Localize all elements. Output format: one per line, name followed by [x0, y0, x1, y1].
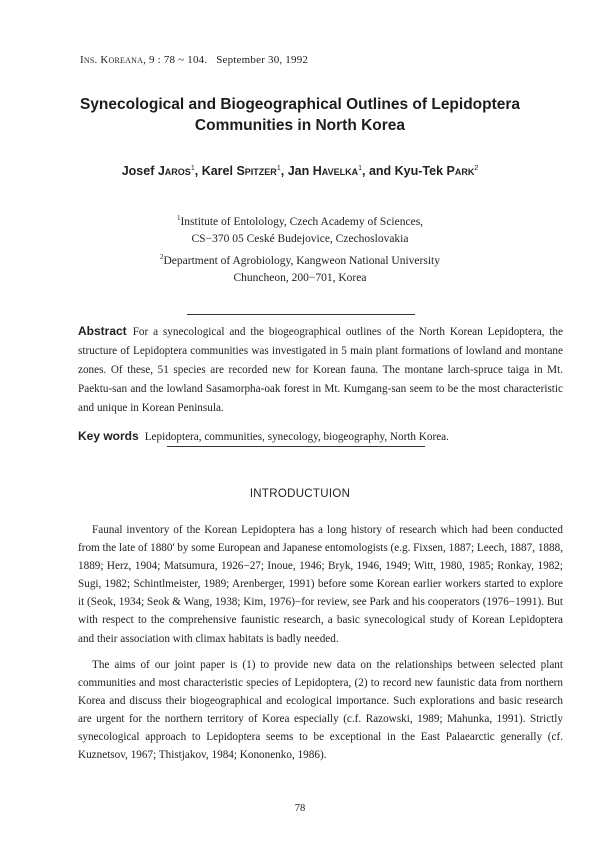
affiliations: [0, 210, 600, 288]
publication-date: September 30, 1992: [216, 54, 309, 66]
author-separator: ,: [280, 164, 285, 178]
author-given-name: Kyu-Tek: [394, 164, 444, 178]
keywords-text: Lepidoptera, communities, synecology, biogeography, North Korea.: [144, 431, 449, 443]
running-header: [80, 54, 308, 66]
divider-top: [187, 314, 415, 315]
affiliation-text: Institute of Entolology, Czech Academy of Sciences,: [180, 215, 424, 228]
journal-abbrev: Ins. Koreana: [80, 54, 144, 66]
section-heading: INTRODUCTUION: [249, 488, 351, 500]
paper-title: [0, 94, 600, 136]
affiliation-2-line-2: Chuncheon, 200−701, Korea: [233, 272, 367, 285]
affiliation-mark: 2: [474, 164, 479, 172]
affiliation-2-line-1: [0, 249, 600, 270]
author-family-name: Park: [446, 164, 475, 178]
affiliation-mark: 1: [276, 164, 281, 172]
paragraph: The aims of our joint paper is (1) to provide new data on the relationships between selected plant communities and most characteristic species of Lepidoptera, (2) to record new faunistic data from northern Korea and discuss their biogeographical and ecological importance. Such explorations and basic research are urgent for the northern territory of Korea especially (c.f. Razowski, 1989; Mahunka, 1991). Strictly synecological approach to Lepidoptera seems to be exceptional in the East Palaearctic generally (cf. Kuznetsov, 1967; Thistjakov, 1984; Kononenko, 1986).: [78, 658, 563, 762]
author-given-name: Karel: [201, 164, 233, 178]
introduction-body: [78, 521, 563, 764]
author-family-name: Havelka: [312, 164, 359, 178]
author-separator: ,: [194, 164, 199, 178]
paragraph: Faunal inventory of the Korean Lepidoptera has a long history of research which had been conducted from the late of 1880' by some European and Japanese entomologists (e.g. Fixsen, 1887; Leech, 1887, 1888, 1889; Herz, 1904; Matsumura, 1926−27; Inoue, 1946; Bryk, 1946, 1949; Witt, 1980, 1985; Ronkay, 1982; Sugi, 1982; Schintlmeister, 1989; Arenberger, 1991) before some Korean earlier workers started to explore it (Seok, 1934; Seok & Wang, 1938; Kim, 1976)−for review, see Park and his cooperators (1976−1991). But with respect to the comprehensive faunistic research, a basic synecological study of Korean Lepidoptera and their association with climax habitats is badly needed.: [78, 524, 563, 645]
abstract-text: For a synecological and the biogeographical outlines of the North Korean Lepidoptera, the structure of Lepidoptera communities was investigated in 5 main plant formations of lowland and montane zones. Of these, 51 species are recorded new for Korean fauna. The montane larch-spruce taiga in Mt. Paektu-san and the lowland Sasamorpha-oak forest in Mt. Kumgang-san seem to be the most characteristic and unique in Korean Peninsula.: [78, 326, 563, 414]
affiliation-text: Department of Agrobiology, Kangweon National University: [163, 254, 440, 267]
keywords-label: Key words: [78, 429, 139, 443]
affiliation-mark: 1: [190, 164, 195, 172]
page-number: 78: [294, 803, 306, 814]
title-line-2: Communities in North Korea: [194, 117, 406, 134]
author-given-name: Jan: [287, 164, 310, 178]
abstract: [78, 322, 563, 418]
author-separator: , and: [362, 164, 392, 178]
keywords: [78, 429, 563, 443]
affiliation-1-line-2: CS−370 05 Ceské Budejovice, Czechoslovakia: [191, 233, 409, 246]
author-given-name: Josef: [121, 164, 155, 178]
affiliation-mark: 1: [358, 164, 362, 172]
affiliation-mark: 2: [160, 252, 164, 261]
author-family-name: Spitzer: [236, 164, 277, 178]
title-line-1: Synecological and Biogeographical Outlines of Lepidoptera: [79, 96, 521, 113]
abstract-label: Abstract: [78, 324, 127, 338]
affiliation-1-line-1: [0, 210, 600, 231]
author-list: [0, 164, 600, 178]
volume-pages: , 9 : 78 ~ 104.: [143, 54, 208, 66]
affiliation-mark: 1: [176, 214, 181, 222]
author-family-name: Jaros: [157, 164, 191, 178]
divider-bottom: [167, 446, 425, 447]
